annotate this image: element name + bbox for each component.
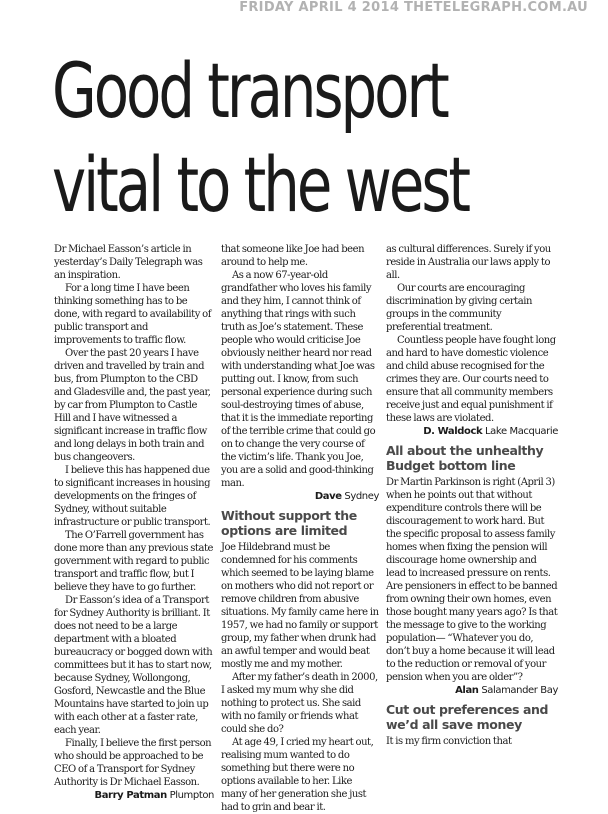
paragraph: At age 49, I cried my heart out, realising mum wanted to do something but there were no options available to her. Like many of her generation she just had to grin and bear it. — [221, 737, 374, 813]
paragraph: After my father’s death in 2000, I asked my mum why she did nothing to protect us. She said with no family or friends what could she do? — [221, 672, 378, 735]
signature-name: Dave — [314, 491, 342, 502]
letter-column-2 — [221, 243, 379, 814]
paragraph: that someone like Joe had been around to help me. — [221, 244, 365, 268]
letter-subheading: Cut out preferences and we’d all save money — [386, 702, 549, 732]
dateline: FRIDAY APRIL 4 2014 THETELEGRAPH.COM.AU — [239, 0, 588, 15]
signature-place: Plumpton — [169, 790, 214, 801]
paragraph: Dr Easson’s idea of a Transport for Sydney Authority is brilliant. It does not need to be a large department with a bloated bureaucracy or bogged down with committees but it has to start now, because Sydney, Wollongong, Gosford, Newcastle and the Blue Mountains have started to join up with each other at a faster rate, each year. — [54, 595, 213, 736]
signature-name: Alan — [455, 685, 479, 696]
letter-subheading: Without support the options are limited — [221, 508, 357, 538]
paragraph: For a long time I have been thinking something has to be done, with regard to availability of public transport and improvements to traffic flow. — [54, 283, 211, 346]
paragraph: Dr Michael Easson’s article in yesterday’s Daily Telegraph was an inspiration. — [54, 244, 203, 281]
letter-column-1 — [54, 243, 214, 802]
letter-signature — [386, 425, 558, 438]
letter-signature — [386, 684, 558, 697]
signature-name: Barry Patman — [94, 790, 167, 801]
paragraph: Joe Hildebrand must be condemned for his comments which seemed to be laying blame on mothers who did not report or remove children from abusive situations. My family came here in 1957, we had no family or support group, my father when drunk had an awful temper and would beat mostly me and my mother. — [221, 542, 379, 670]
paragraph: Finally, I believe the first person who should be approached to be CEO of a Transport for Sydney Authority is Dr Michael Easson. — [54, 738, 212, 788]
letter-subheading: All about the unhealthy Budget bottom line — [386, 443, 544, 473]
paragraph: Countless people have fought long and hard to have domestic violence and child abuse recognised for the crimes they are. Our courts need to ensure that all community members receive just and equal punishment if these laws are violated. — [386, 335, 556, 424]
headline-line-1: Good transport — [52, 46, 447, 135]
headline-line-2: vital to the west — [52, 140, 469, 229]
paragraph: As a now 67-year-old grandfather who loves his family and they him, I cannot think of anything that rings with such truth as Joe’s statement. These people who would criticise Joe obviously neither heard nor read with understanding what Joe was putting out. I know, from such personal experience during such soul-destroying times of abuse, that it is the immediate reporting of the terrible crime that could go on to change the very course of the victim’s life. Thank you Joe, you are a solid and good-thinking man. — [221, 270, 376, 489]
paragraph: It is my firm conviction that — [386, 736, 512, 747]
paragraph: Over the past 20 years I have driven and travelled by train and bus, from Plumpton to the CBD and Gladesville and, the past year, by car from Plumpton to Castle Hill and I have witnessed a significant increase in traffic flow and long delays in both train and bus changeovers. — [54, 348, 211, 463]
paragraph: Our courts are encouraging discrimination by giving certain groups in the community preferential treatment. — [386, 283, 532, 333]
signature-place: Sydney — [344, 491, 379, 502]
paragraph: I believe this has happened due to significant increases in housing developments on the fringes of Sydney, without suitable infrastructure or public transport. — [54, 465, 211, 528]
paragraph: The O’Farrell government has done more than any previous state government with regard to public transport and traffic flow, but I believe they have to go further. — [54, 530, 214, 593]
signature-place: Salamander Bay — [481, 685, 558, 696]
headline — [52, 44, 469, 232]
paragraph: Dr Martin Parkinson is right (April 3) when he points out that without expenditure controls there will be discouragement to work hard. But the specific proposal to assess family homes when fixing the pension will discourage home ownership and lead to increased pressure on rents. Are pensioners in effect to be banned from owning their own homes, even those bought many years ago? Is that the message to give to the working population— “Whatever you do, don’t buy a home because it will lead to the reduction or removal of your pension when you are older”? — [386, 477, 558, 683]
letter-signature — [221, 490, 379, 503]
letter-column-3 — [386, 243, 558, 748]
signature-place: Lake Macquarie — [485, 426, 558, 437]
signature-name: D. Waldock — [423, 426, 483, 437]
letter-signature — [54, 789, 214, 802]
paragraph: as cultural differences. Surely if you reside in Australia our laws apply to all. — [386, 244, 551, 281]
